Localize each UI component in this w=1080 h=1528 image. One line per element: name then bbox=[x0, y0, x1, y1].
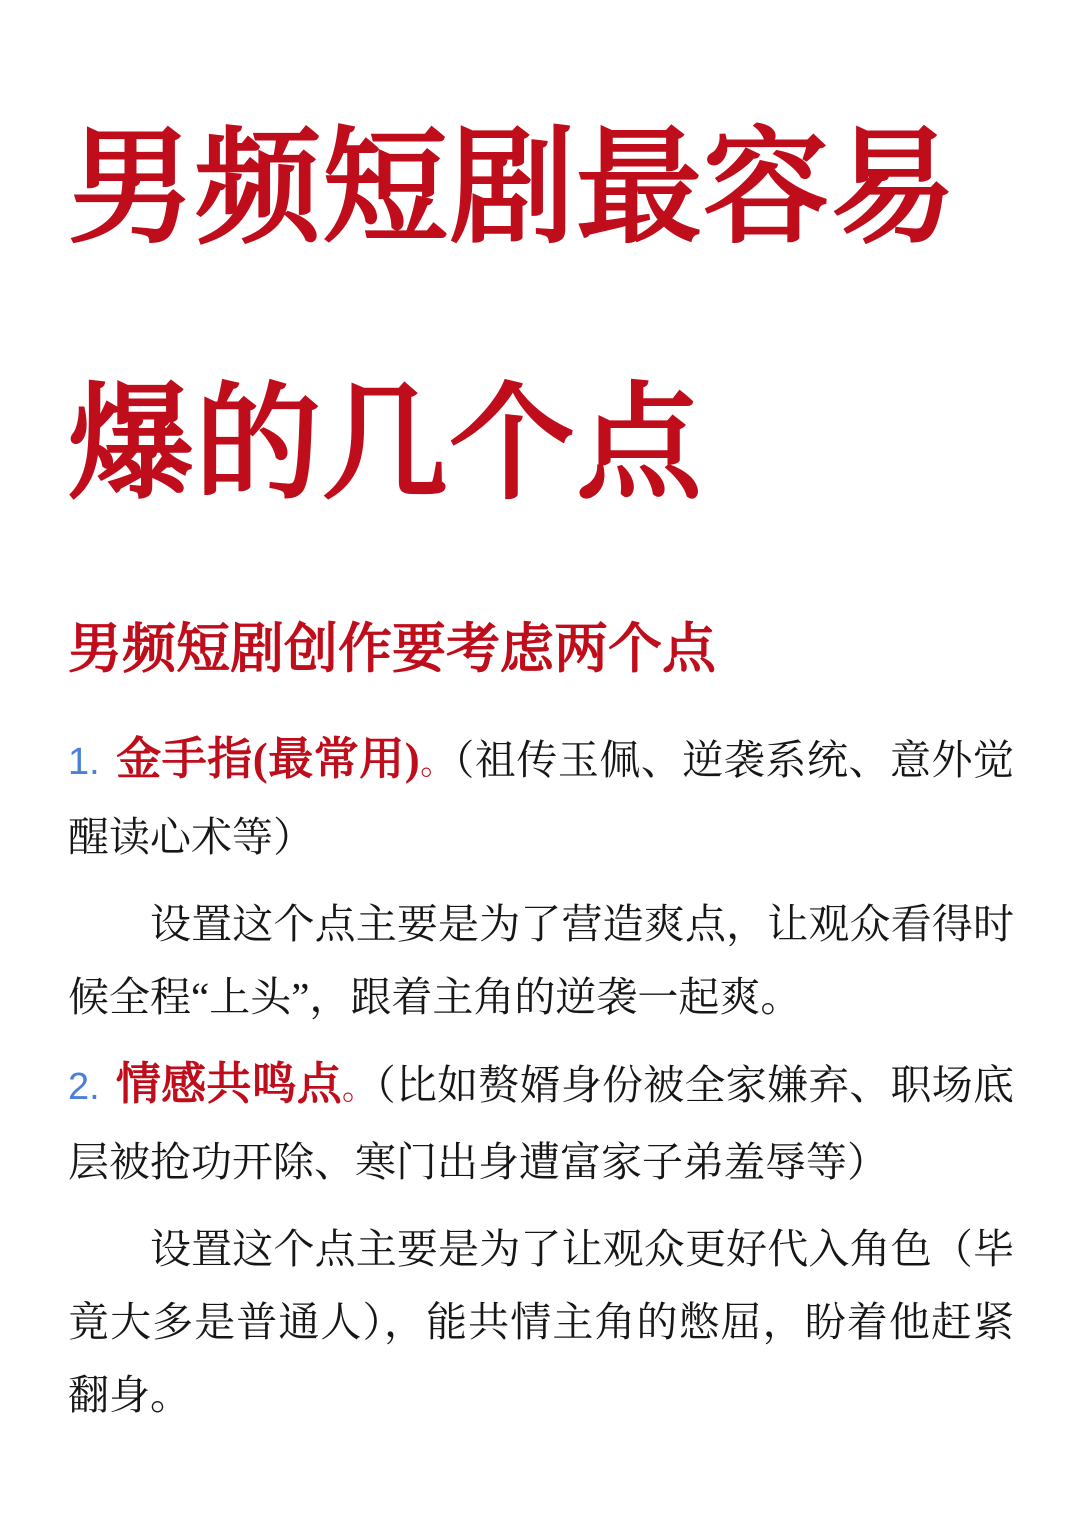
section-heading: 男频短剧创作要考虑两个点 bbox=[68, 618, 716, 679]
list-item-1-explanation: 设置这个点主要是为了营造爽点，让观众看得时候全程“上头”，跟着主角的逆袭一起爽。 bbox=[68, 901, 1014, 1021]
list-item-2-keyword: 情感共鸣点 bbox=[115, 1059, 343, 1110]
list-item-2 bbox=[68, 1048, 1014, 1199]
page-title-line-2: 爆的几个点 bbox=[68, 375, 703, 515]
page-title bbox=[68, 62, 1014, 574]
list-item-1-period: 。 bbox=[419, 746, 454, 783]
list-item-1 bbox=[68, 723, 1014, 874]
list-item-1-number: 1. bbox=[68, 741, 100, 784]
list-item-1-keyword: 金手指(最常用) bbox=[115, 734, 420, 785]
list-item-2-detail: （比如赘婿身份被全家嫌弃、职场底层被抢功开除、寒门出身遭富家子弟羞辱等） bbox=[68, 1062, 1014, 1186]
list-item-2-explanation: 设置这个点主要是为了让观众更好代入角色（毕竟大多是普通人），能共情主角的憋屈，盼着他赶紧翻身。 bbox=[68, 1226, 1014, 1419]
list-item-2-number: 2. bbox=[68, 1066, 100, 1109]
page-title-line-1: 男频短剧最容易 bbox=[68, 120, 957, 259]
list-item-2-period: 。 bbox=[342, 1071, 376, 1108]
list-item-1-detail: （祖传玉佩、逆袭系统、意外觉醒读心术等） bbox=[68, 737, 1015, 861]
